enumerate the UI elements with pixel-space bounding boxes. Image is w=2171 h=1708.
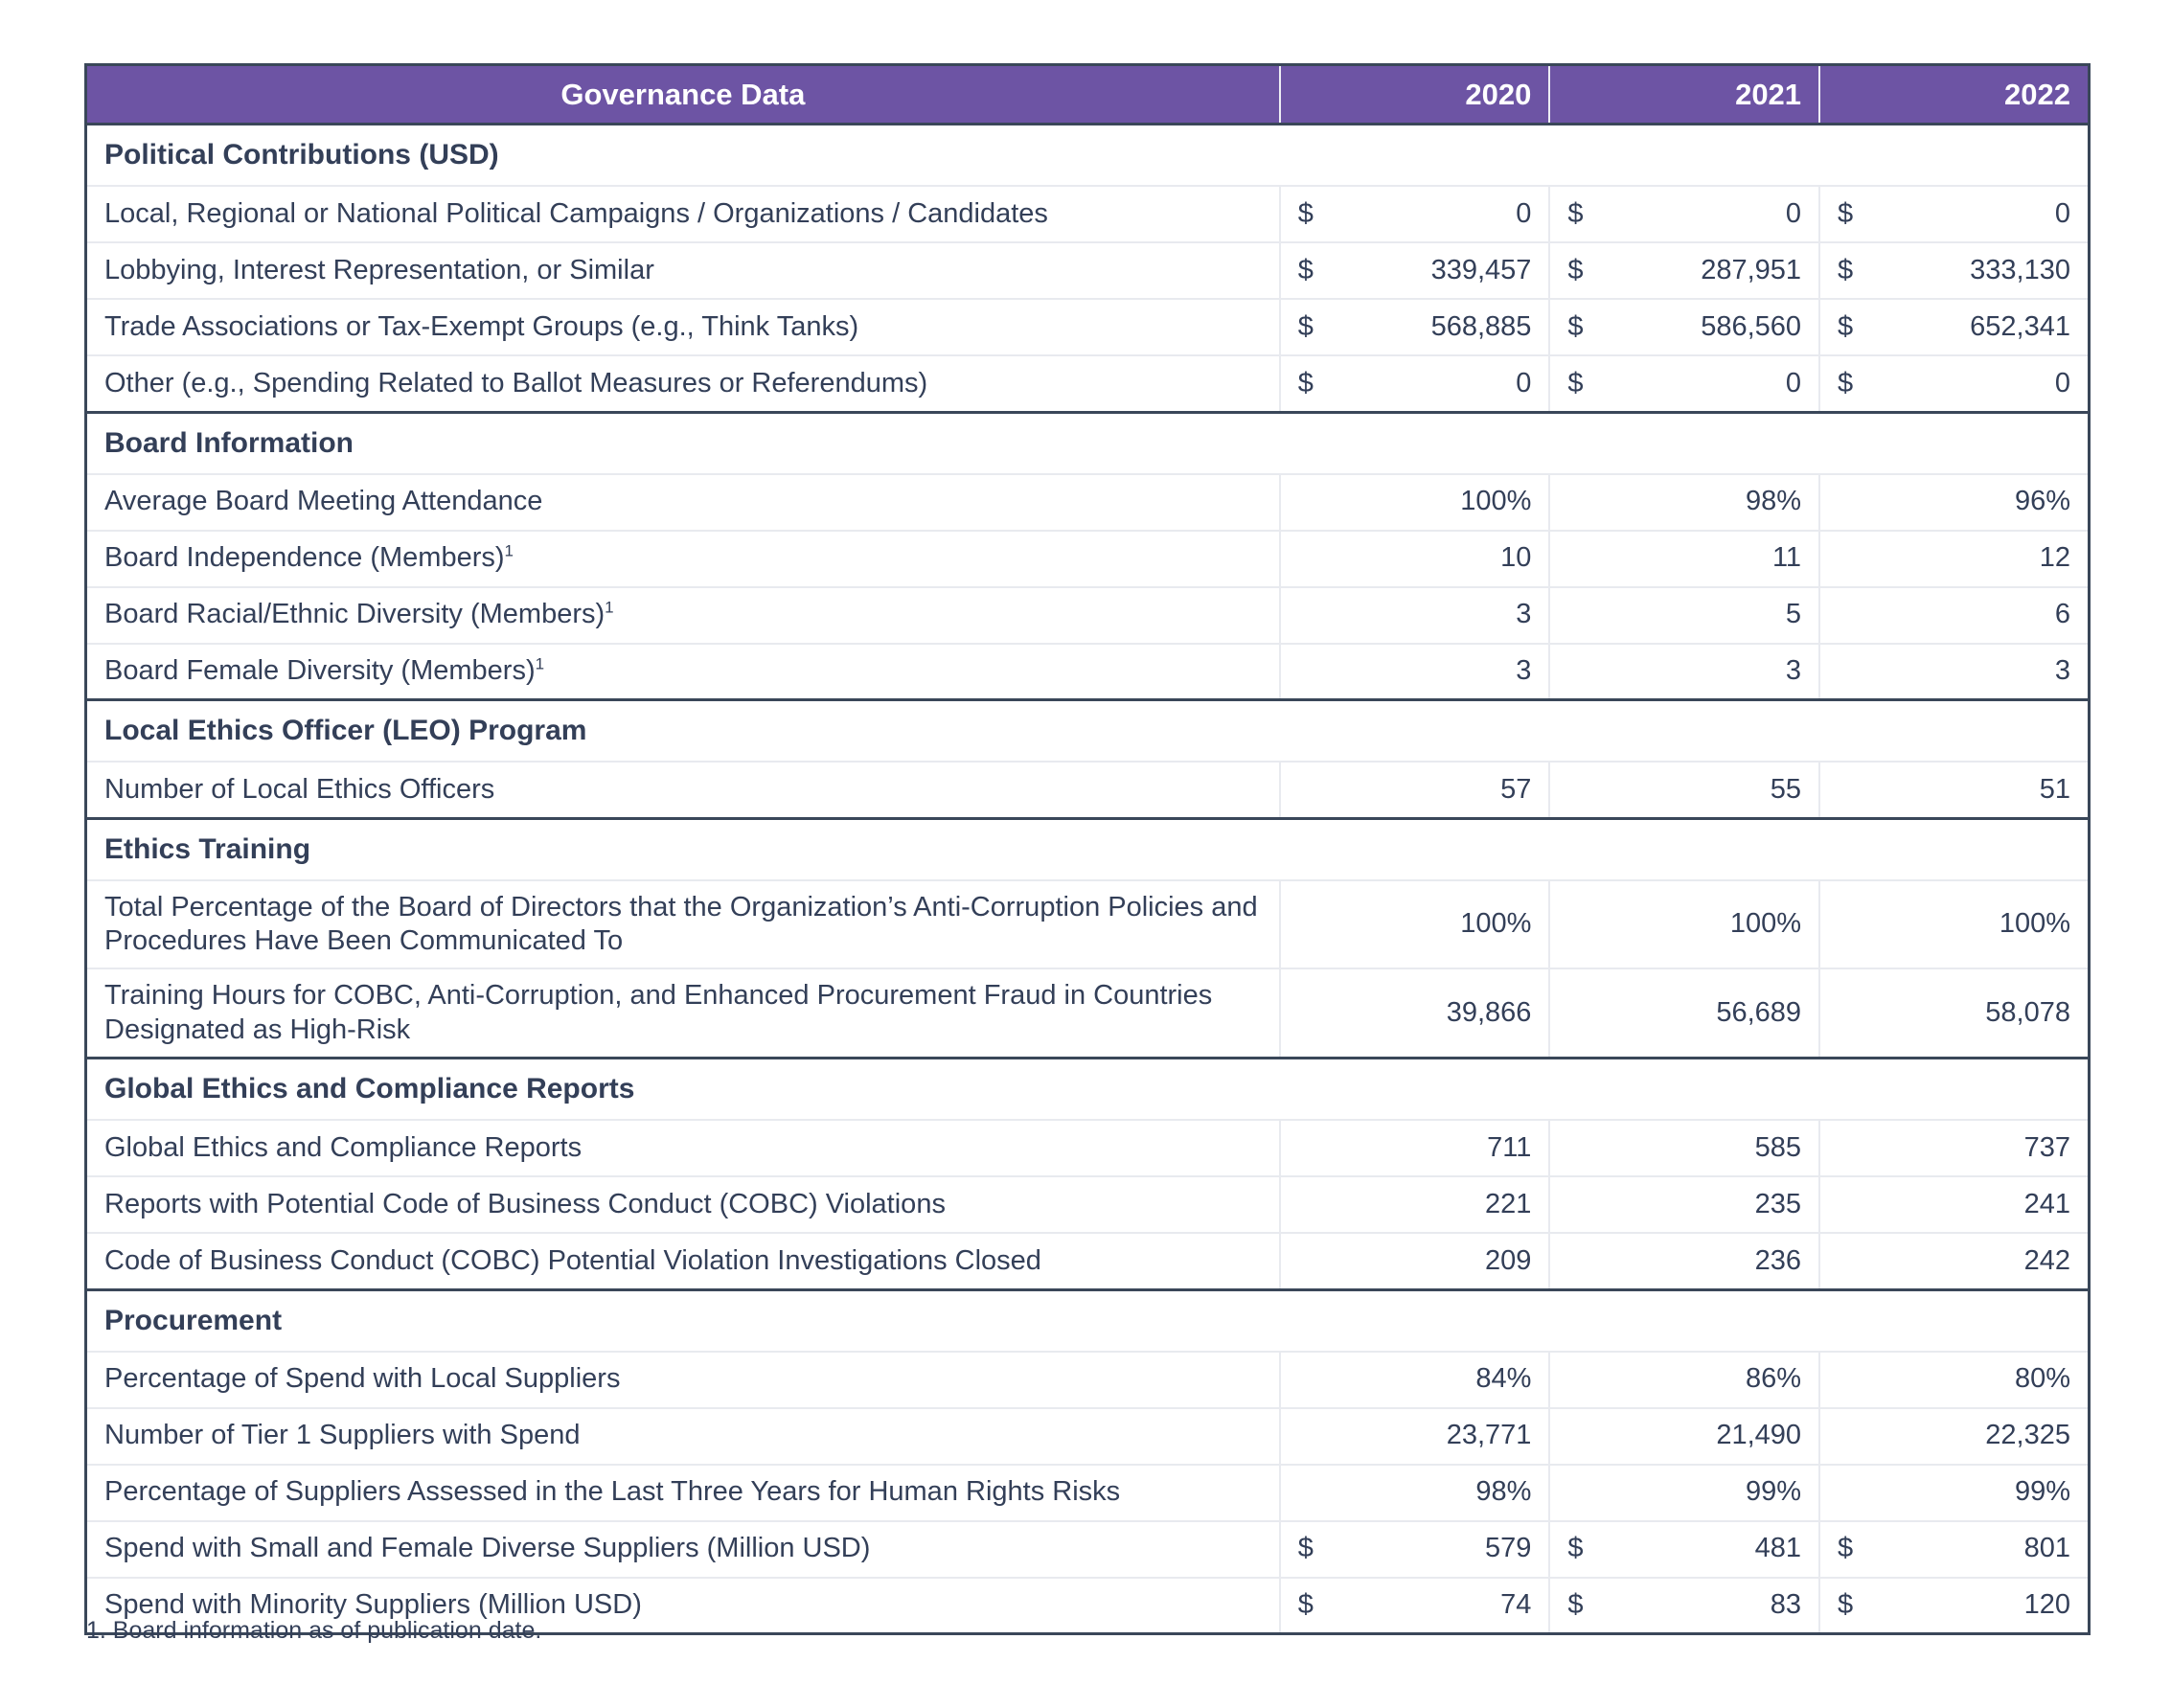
footnote-marker: 1 [535,654,545,673]
section-title [86,700,2090,763]
row-value-2020 [1280,1578,1550,1634]
row-value-text: 10 [1500,542,1532,574]
row-value-2022 [1819,242,2089,299]
row-value-2021 [1549,1352,1819,1408]
row-value-text: 0 [1785,197,1802,229]
row-label-text: Average Board Meeting Attendance [104,486,543,517]
row-value-text: 21,490 [1716,1420,1802,1451]
section-header-row [86,700,2090,763]
row-value-text: 23,771 [1446,1420,1532,1451]
row-label-text: Code of Business Conduct (COBC) Potential Violation Investigations Closed [104,1244,1041,1276]
section-header-row [86,1059,2090,1121]
row-value-2021 [1549,1120,1819,1176]
row-label [86,355,1280,412]
row-value-2020 [1280,880,1550,969]
column-header-year-2020: 2020 [1280,65,1550,125]
row-value-text: 96% [2014,486,2070,517]
row-value-text: 0 [1785,367,1802,399]
currency-symbol: $ [1838,1589,1854,1621]
currency-symbol: $ [1838,254,1854,285]
governance-table-container [84,63,2091,1635]
section-title-text: Political Contributions (USD) [104,139,499,171]
table-row [86,762,2090,818]
row-value-text: 737 [2023,1131,2070,1163]
row-value-2022 [1819,299,2089,355]
row-value-2021 [1549,1521,1819,1578]
row-value-2022 [1819,1352,2089,1408]
row-label-text: Spend with Minority Suppliers (Million USD) [104,1589,642,1621]
row-value-2022 [1819,1233,2089,1289]
row-value-text: 100% [1999,908,2070,940]
currency-symbol: $ [1838,1533,1854,1564]
row-value-text: 83 [1770,1589,1802,1621]
row-value-2020 [1280,299,1550,355]
row-label [86,242,1280,299]
row-value-text: 11 [1771,542,1802,574]
row-value-text: 241 [2023,1188,2070,1219]
row-value-2022 [1819,880,2089,969]
row-label [86,762,1280,818]
row-value-text: 579 [1485,1533,1532,1564]
table-row [86,1465,2090,1521]
row-value-2022 [1819,355,2089,412]
row-label-text: Reports with Potential Code of Business Conduct (COBC) Violations [104,1188,946,1219]
row-value-text: 481 [1754,1533,1802,1564]
row-value-2021 [1549,531,1819,587]
section-header-row [86,125,2090,187]
section-title-text: Board Information [104,426,354,459]
currency-symbol: $ [1567,1533,1584,1564]
row-value-2022 [1819,1521,2089,1578]
table-row [86,1352,2090,1408]
row-value-2020 [1280,644,1550,700]
footnote-marker: 1 [504,541,514,560]
table-row [86,1521,2090,1578]
table-row [86,531,2090,587]
currency-symbol: $ [1567,367,1584,399]
row-label-text: Trade Associations or Tax-Exempt Groups (e.g., Think Tanks) [104,310,859,342]
row-value-text: 55 [1770,773,1802,805]
row-label-text: Percentage of Suppliers Assessed in the Last Three Years for Human Rights Risks [104,1476,1121,1508]
row-value-2022 [1819,644,2089,700]
currency-symbol: $ [1297,1533,1314,1564]
row-value-text: 3 [1516,655,1532,687]
section-header-row [86,412,2090,474]
row-value-2020 [1280,355,1550,412]
row-label [86,644,1280,700]
currency-symbol: $ [1297,310,1314,342]
row-label [86,1521,1280,1578]
row-value-text: 585 [1754,1131,1802,1163]
row-value-2022 [1819,1465,2089,1521]
row-value-2021 [1549,242,1819,299]
row-value-text: 652,341 [1970,310,2070,342]
table-body [86,125,2090,1634]
row-value-2020 [1280,762,1550,818]
currency-symbol: $ [1838,310,1854,342]
row-value-2021 [1549,474,1819,531]
row-value-2020 [1280,968,1550,1058]
row-value-2020 [1280,1176,1550,1233]
row-value-text: 74 [1500,1589,1532,1621]
row-value-2022 [1819,474,2089,531]
row-value-text: 242 [2023,1244,2070,1276]
footnote: 1. Board information as of publication date. [86,1617,542,1644]
row-value-text: 86% [1746,1363,1802,1395]
section-title [86,412,2090,474]
row-value-text: 0 [1516,367,1532,399]
currency-symbol: $ [1297,1589,1314,1621]
row-label-text: Total Percentage of the Board of Directors that the Organization’s Anti-Corruption Policies and Procedures Have Been Communicated To [104,891,1258,956]
row-value-2021 [1549,762,1819,818]
row-label [86,880,1280,969]
row-value-text: 22,325 [1985,1420,2070,1451]
currency-symbol: $ [1567,197,1584,229]
row-value-text: 711 [1487,1131,1532,1163]
footnote-marker: 1 [605,598,614,617]
row-value-2020 [1280,587,1550,644]
row-value-text: 221 [1485,1188,1532,1219]
row-value-2022 [1819,1578,2089,1634]
table-row [86,186,2090,242]
row-value-2021 [1549,186,1819,242]
row-value-text: 12 [2039,542,2070,574]
table-row [86,1233,2090,1289]
row-label-text: Board Racial/Ethnic Diversity (Members) [104,599,606,630]
row-value-text: 586,560 [1701,310,1802,342]
row-value-text: 99% [1746,1476,1802,1508]
table-row [86,474,2090,531]
table-row [86,1120,2090,1176]
row-value-2021 [1549,1233,1819,1289]
section-title [86,1289,2090,1352]
currency-symbol: $ [1297,197,1314,229]
row-value-text: 39,866 [1446,996,1532,1028]
row-value-2020 [1280,1352,1550,1408]
row-label-text: Other (e.g., Spending Related to Ballot Measures or Referendums) [104,367,928,399]
row-value-2020 [1280,474,1550,531]
row-value-2021 [1549,644,1819,700]
row-value-2020 [1280,531,1550,587]
row-label [86,1465,1280,1521]
row-value-text: 339,457 [1430,254,1532,285]
row-value-text: 235 [1754,1188,1802,1219]
section-header-row [86,818,2090,880]
currency-symbol: $ [1297,367,1314,399]
column-header-year-2022: 2022 [1819,65,2089,125]
row-value-text: 209 [1485,1244,1532,1276]
row-label-text: Local, Regional or National Political Campaigns / Organizations / Candidates [104,197,1048,229]
row-label [86,1233,1280,1289]
row-value-2022 [1819,762,2089,818]
row-value-2020 [1280,1521,1550,1578]
row-label-text: Spend with Small and Female Diverse Suppliers (Million USD) [104,1533,871,1564]
table-row [86,587,2090,644]
currency-symbol: $ [1567,310,1584,342]
row-value-text: 0 [2054,197,2070,229]
section-title-text: Procurement [104,1304,283,1336]
row-value-2021 [1549,587,1819,644]
row-value-text: 99% [2014,1476,2070,1508]
header-row [86,65,2090,125]
row-value-text: 568,885 [1430,310,1532,342]
row-value-2021 [1549,968,1819,1058]
row-label [86,299,1280,355]
row-value-2020 [1280,1408,1550,1465]
row-label [86,531,1280,587]
row-label [86,1120,1280,1176]
table-row [86,1176,2090,1233]
row-value-2020 [1280,242,1550,299]
section-title-text: Local Ethics Officer (LEO) Program [104,715,587,746]
section-title-text: Ethics Training [104,832,311,865]
row-value-2021 [1549,299,1819,355]
row-label [86,474,1280,531]
row-value-2022 [1819,531,2089,587]
column-header-year-2021: 2021 [1549,65,1819,125]
currency-symbol: $ [1567,254,1584,285]
row-value-2022 [1819,186,2089,242]
currency-symbol: $ [1567,1589,1584,1621]
row-value-2020 [1280,1233,1550,1289]
row-value-text: 57 [1500,773,1532,805]
governance-data-table [84,63,2091,1635]
row-label [86,587,1280,644]
row-value-2021 [1549,880,1819,969]
row-value-text: 0 [1516,197,1532,229]
row-value-2022 [1819,1176,2089,1233]
row-value-2020 [1280,1120,1550,1176]
currency-symbol: $ [1838,367,1854,399]
column-header-governance-data: Governance Data [86,65,1280,125]
row-value-text: 51 [2039,773,2070,805]
row-label-text: Global Ethics and Compliance Reports [104,1131,583,1163]
row-value-text: 0 [2054,367,2070,399]
row-value-text: 98% [1746,486,1802,517]
currency-symbol: $ [1838,197,1854,229]
row-value-2021 [1549,1176,1819,1233]
row-value-2022 [1819,968,2089,1058]
row-value-2022 [1819,587,2089,644]
table-row [86,968,2090,1058]
row-value-text: 5 [1785,599,1802,630]
row-label-text: Training Hours for COBC, Anti-Corruption, and Enhanced Procurement Fraud in Countries Designated as High-Risk [104,980,1213,1045]
row-label [86,1408,1280,1465]
table-row [86,880,2090,969]
table-row [86,355,2090,412]
table-row [86,299,2090,355]
section-title-text: Global Ethics and Compliance Reports [104,1073,635,1105]
row-value-text: 98% [1475,1476,1532,1508]
row-value-text: 6 [2054,599,2070,630]
table-row [86,242,2090,299]
row-label [86,1352,1280,1408]
row-value-2022 [1819,1120,2089,1176]
row-value-text: 3 [2054,655,2070,687]
section-title [86,818,2090,880]
section-header-row [86,1289,2090,1352]
row-value-2021 [1549,355,1819,412]
row-value-text: 3 [1516,599,1532,630]
row-label-text: Board Female Diversity (Members) [104,655,536,687]
currency-symbol: $ [1297,254,1314,285]
row-label-text: Board Independence (Members) [104,542,505,574]
row-value-text: 236 [1754,1244,1802,1276]
row-value-text: 80% [2014,1363,2070,1395]
row-value-text: 100% [1460,908,1532,940]
row-value-2021 [1549,1408,1819,1465]
row-value-2021 [1549,1465,1819,1521]
row-value-text: 100% [1460,486,1532,517]
row-label-text: Lobbying, Interest Representation, or Similar [104,254,654,285]
table-row [86,1408,2090,1465]
row-value-text: 56,689 [1716,996,1802,1028]
table-row [86,644,2090,700]
row-label [86,186,1280,242]
row-value-text: 58,078 [1985,996,2070,1028]
row-value-text: 333,130 [1970,254,2070,285]
row-value-2020 [1280,1465,1550,1521]
row-label-text: Percentage of Spend with Local Suppliers [104,1363,621,1395]
row-value-text: 120 [2023,1589,2070,1621]
row-value-text: 3 [1785,655,1802,687]
row-value-text: 287,951 [1701,254,1802,285]
table-header [86,65,2090,125]
row-label [86,1176,1280,1233]
row-value-2022 [1819,1408,2089,1465]
section-title [86,1059,2090,1121]
row-label-text: Number of Tier 1 Suppliers with Spend [104,1420,581,1451]
row-value-text: 100% [1729,908,1802,940]
row-label-text: Number of Local Ethics Officers [104,773,495,805]
row-value-text: 801 [2023,1533,2070,1564]
row-value-2021 [1549,1578,1819,1634]
section-title [86,125,2090,187]
row-value-2020 [1280,186,1550,242]
row-value-text: 84% [1475,1363,1532,1395]
row-label [86,968,1280,1058]
